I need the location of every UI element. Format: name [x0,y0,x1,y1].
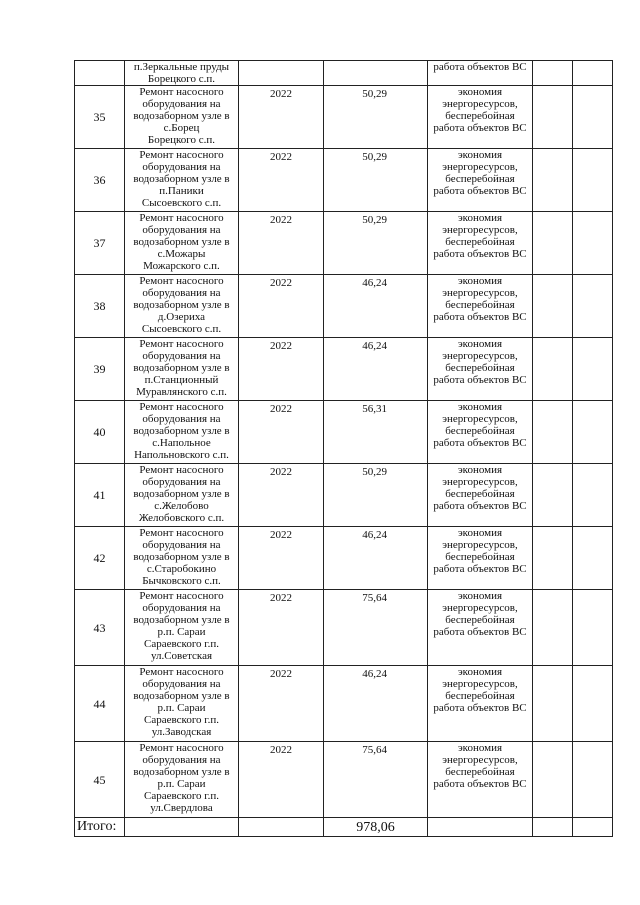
result-cell: экономия энергоресурсов, бесперебойная работа объектов ВС [428,666,533,742]
amount-cell: 75,64 [324,590,428,666]
description-cell: Ремонт насосного оборудования на водозаборном узле в с.Можары Можарского с.п. [125,212,239,275]
row-number-cell: 42 [75,527,125,590]
description-cell: Ремонт насосного оборудования на водозаборном узле в с.Борец Борецкого с.п. [125,86,239,149]
year-cell: 2022 [239,86,324,149]
table-row [75,86,613,149]
description-cell: Ремонт насосного оборудования на водозаборном узле в п.Паники Сысоевского с.п. [125,149,239,212]
amount-cell: 46,24 [324,275,428,338]
description-cell: Ремонт насосного оборудования на водозаборном узле в с.Желобово Желобовского с.п. [125,464,239,527]
extra-cell [533,212,573,275]
extra-cell [573,86,613,149]
empty-cell [573,818,613,837]
year-cell: 2022 [239,527,324,590]
table-row [75,590,613,666]
extra-cell [533,742,573,818]
table-row [75,464,613,527]
table-row [75,401,613,464]
empty-cell [239,818,324,837]
year-cell: 2022 [239,275,324,338]
year-cell: 2022 [239,338,324,401]
amount-cell: 46,24 [324,527,428,590]
extra-cell [573,590,613,666]
year-cell [239,61,324,86]
extra-cell [533,338,573,401]
amount-cell: 75,64 [324,742,428,818]
result-cell: экономия энергоресурсов, бесперебойная работа объектов ВС [428,401,533,464]
row-number-cell: 36 [75,149,125,212]
description-cell: Ремонт насосного оборудования на водозаборном узле в р.п. Сараи Сараевского г.п. ул.Советская [125,590,239,666]
amount-cell: 50,29 [324,86,428,149]
description-cell: Ремонт насосного оборудования на водозаборном узле в с.Старобокино Бычковского с.п. [125,527,239,590]
table-row [75,527,613,590]
row-number-cell: 39 [75,338,125,401]
extra-cell [573,742,613,818]
year-cell: 2022 [239,590,324,666]
row-number-cell: 35 [75,86,125,149]
year-cell: 2022 [239,212,324,275]
extra-cell [533,527,573,590]
empty-cell [428,818,533,837]
amount-cell [324,61,428,86]
result-cell: экономия энергоресурсов, бесперебойная работа объектов ВС [428,149,533,212]
extra-cell [573,464,613,527]
extra-cell [573,527,613,590]
result-cell: экономия энергоресурсов, бесперебойная работа объектов ВС [428,275,533,338]
total-amount-cell: 978,06 [324,818,428,837]
row-number-cell: 40 [75,401,125,464]
extra-cell [533,61,573,86]
amount-cell: 50,29 [324,212,428,275]
table-row [75,338,613,401]
extra-cell [573,401,613,464]
extra-cell [533,401,573,464]
row-number-cell: 38 [75,275,125,338]
table-row [75,149,613,212]
year-cell: 2022 [239,401,324,464]
table-row [75,666,613,742]
row-number-cell: 43 [75,590,125,666]
year-cell: 2022 [239,666,324,742]
amount-cell: 46,24 [324,666,428,742]
empty-cell [125,818,239,837]
extra-cell [573,338,613,401]
extra-cell [573,61,613,86]
amount-cell: 50,29 [324,149,428,212]
result-cell: экономия энергоресурсов, бесперебойная работа объектов ВС [428,212,533,275]
table-row [75,212,613,275]
continuation-row [75,61,613,86]
empty-cell [533,818,573,837]
extra-cell [533,464,573,527]
result-cell: экономия энергоресурсов, бесперебойная работа объектов ВС [428,590,533,666]
result-cell: экономия энергоресурсов, бесперебойная работа объектов ВС [428,86,533,149]
description-cell: Ремонт насосного оборудования на водозаборном узле в р.п. Сараи Сараевского г.п. ул.Заводская [125,666,239,742]
amount-cell: 46,24 [324,338,428,401]
row-number-cell: 45 [75,742,125,818]
description-cell: Ремонт насосного оборудования на водозаборном узле в п.Станционный Муравлянского с.п. [125,338,239,401]
extra-cell [533,275,573,338]
table-body [75,61,613,837]
extra-cell [533,666,573,742]
year-cell: 2022 [239,464,324,527]
budget-table [74,60,613,837]
table-row [75,742,613,818]
row-number-cell: 44 [75,666,125,742]
extra-cell [573,275,613,338]
description-cell: п.Зеркальные пруды Борецкого с.п. [125,61,239,86]
result-cell: экономия энергоресурсов, бесперебойная работа объектов ВС [428,527,533,590]
result-cell: экономия энергоресурсов, бесперебойная работа объектов ВС [428,742,533,818]
row-number-cell [75,61,125,86]
description-cell: Ремонт насосного оборудования на водозаборном узле в д.Озериха Сысоевского с.п. [125,275,239,338]
year-cell: 2022 [239,742,324,818]
extra-cell [573,212,613,275]
extra-cell [573,666,613,742]
description-cell: Ремонт насосного оборудования на водозаборном узле в с.Напольное Напольновского с.п. [125,401,239,464]
total-row [75,818,613,837]
extra-cell [533,86,573,149]
total-label-cell: Итого: [75,818,125,837]
table-row [75,275,613,338]
row-number-cell: 41 [75,464,125,527]
amount-cell: 50,29 [324,464,428,527]
extra-cell [573,149,613,212]
year-cell: 2022 [239,149,324,212]
amount-cell: 56,31 [324,401,428,464]
result-cell: экономия энергоресурсов, бесперебойная работа объектов ВС [428,338,533,401]
extra-cell [533,149,573,212]
result-cell: работа объектов ВС [428,61,533,86]
extra-cell [533,590,573,666]
description-cell: Ремонт насосного оборудования на водозаборном узле в р.п. Сараи Сараевского г.п. ул.Свердлова [125,742,239,818]
result-cell: экономия энергоресурсов, бесперебойная работа объектов ВС [428,464,533,527]
row-number-cell: 37 [75,212,125,275]
